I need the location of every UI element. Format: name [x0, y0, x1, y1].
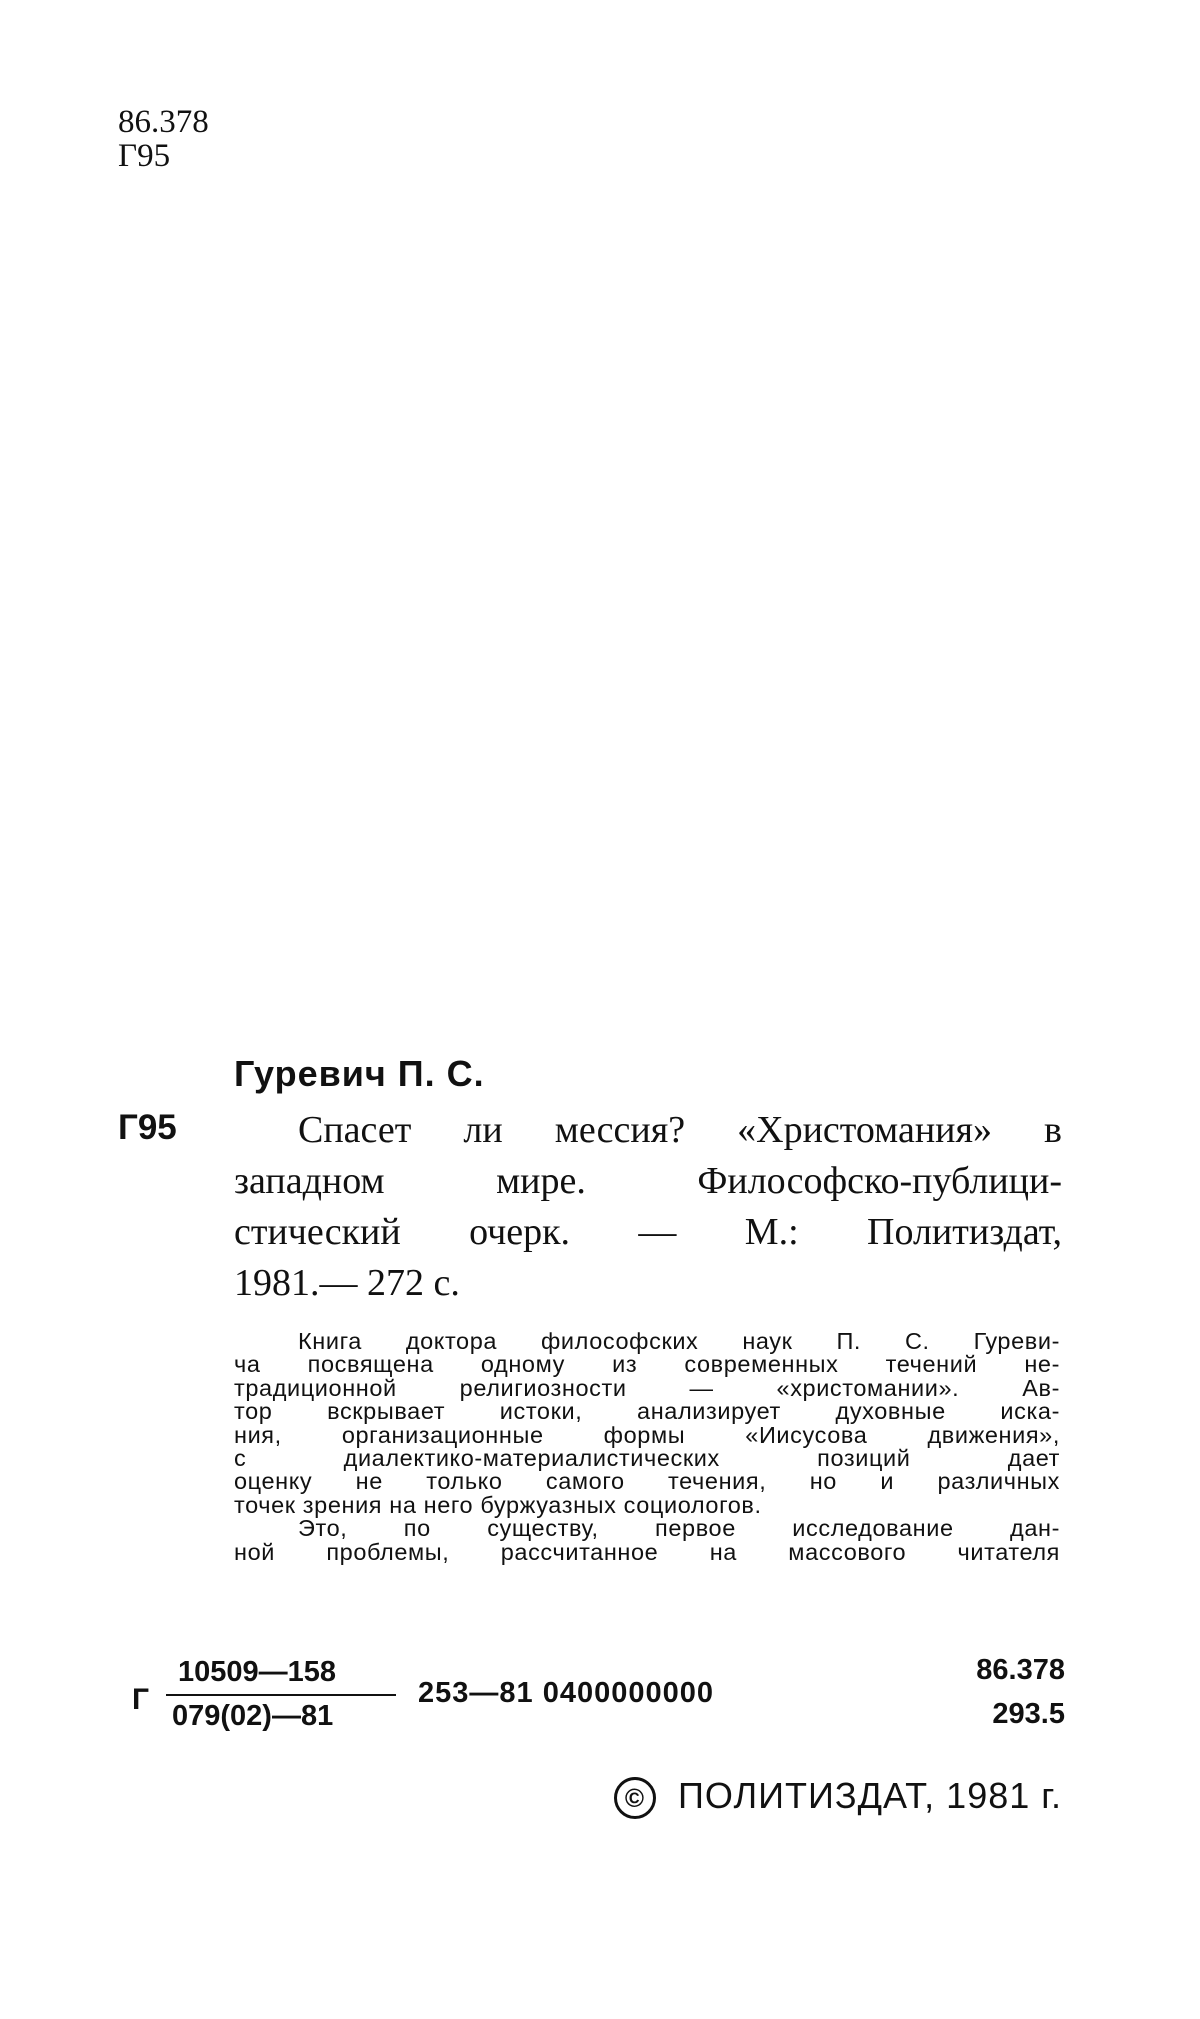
- annotation-line: Книга доктора философских наук П. С. Гуреви-: [298, 1328, 1060, 1354]
- classification-code-top: [118, 105, 209, 173]
- annotation-line: ния, организационные формы «Иисусова движения»,: [234, 1421, 1060, 1448]
- annotation-line: ной проблемы, рассчитанное на массового читателя: [234, 1538, 1060, 1565]
- udk-index: 293.5: [992, 1698, 1065, 1730]
- catalogue-denominator: 079(02)—81: [172, 1700, 334, 1732]
- catalogue-letter: Г: [132, 1683, 150, 1716]
- annotation-line: точек зрения на него буржуазных социологов.: [234, 1491, 762, 1518]
- title-line: западном мире. Философско-публици-: [234, 1160, 1062, 1202]
- author-mark: Г95: [118, 138, 171, 174]
- title-line: стический очерк. — М.: Политиздат,: [234, 1211, 1062, 1253]
- annotation: [234, 1330, 1060, 1564]
- copyright: [614, 1775, 1062, 1819]
- annotation-line: с диалектико-материалистических позиций дает: [234, 1445, 1060, 1472]
- annotation-line: ча посвящена одному из современных течений не-: [234, 1351, 1060, 1378]
- title-description: [234, 1105, 1062, 1309]
- annotation-line: традиционной религиозности — «христомании». Ав-: [234, 1374, 1060, 1401]
- title-line: Спасет ли мессия? «Христомания» в: [298, 1109, 1062, 1151]
- annotation-line: Это, по существу, первое исследование дан-: [298, 1515, 1060, 1542]
- copyright-text: ПОЛИТИЗДАТ, 1981 г.: [678, 1775, 1062, 1816]
- catalogue-numerator: 10509—158: [178, 1656, 337, 1688]
- title-line: 1981.— 272 с.: [234, 1262, 460, 1304]
- author-name: Гуревич П. С.: [234, 1053, 485, 1094]
- copyright-icon: ©: [614, 1777, 656, 1819]
- author-mark-side: Г95: [118, 1108, 177, 1147]
- annotation-line: оценку не только самого течения, но и различных: [234, 1468, 1060, 1495]
- bbk-index-bottom: 86.378: [976, 1654, 1065, 1686]
- bbk-index: 86.378: [118, 104, 209, 140]
- catalogue-number: 253—81 0400000000: [418, 1677, 714, 1709]
- annotation-line: тор вскрывает истоки, анализирует духовные иска-: [234, 1398, 1060, 1425]
- fraction-line: [166, 1694, 396, 1696]
